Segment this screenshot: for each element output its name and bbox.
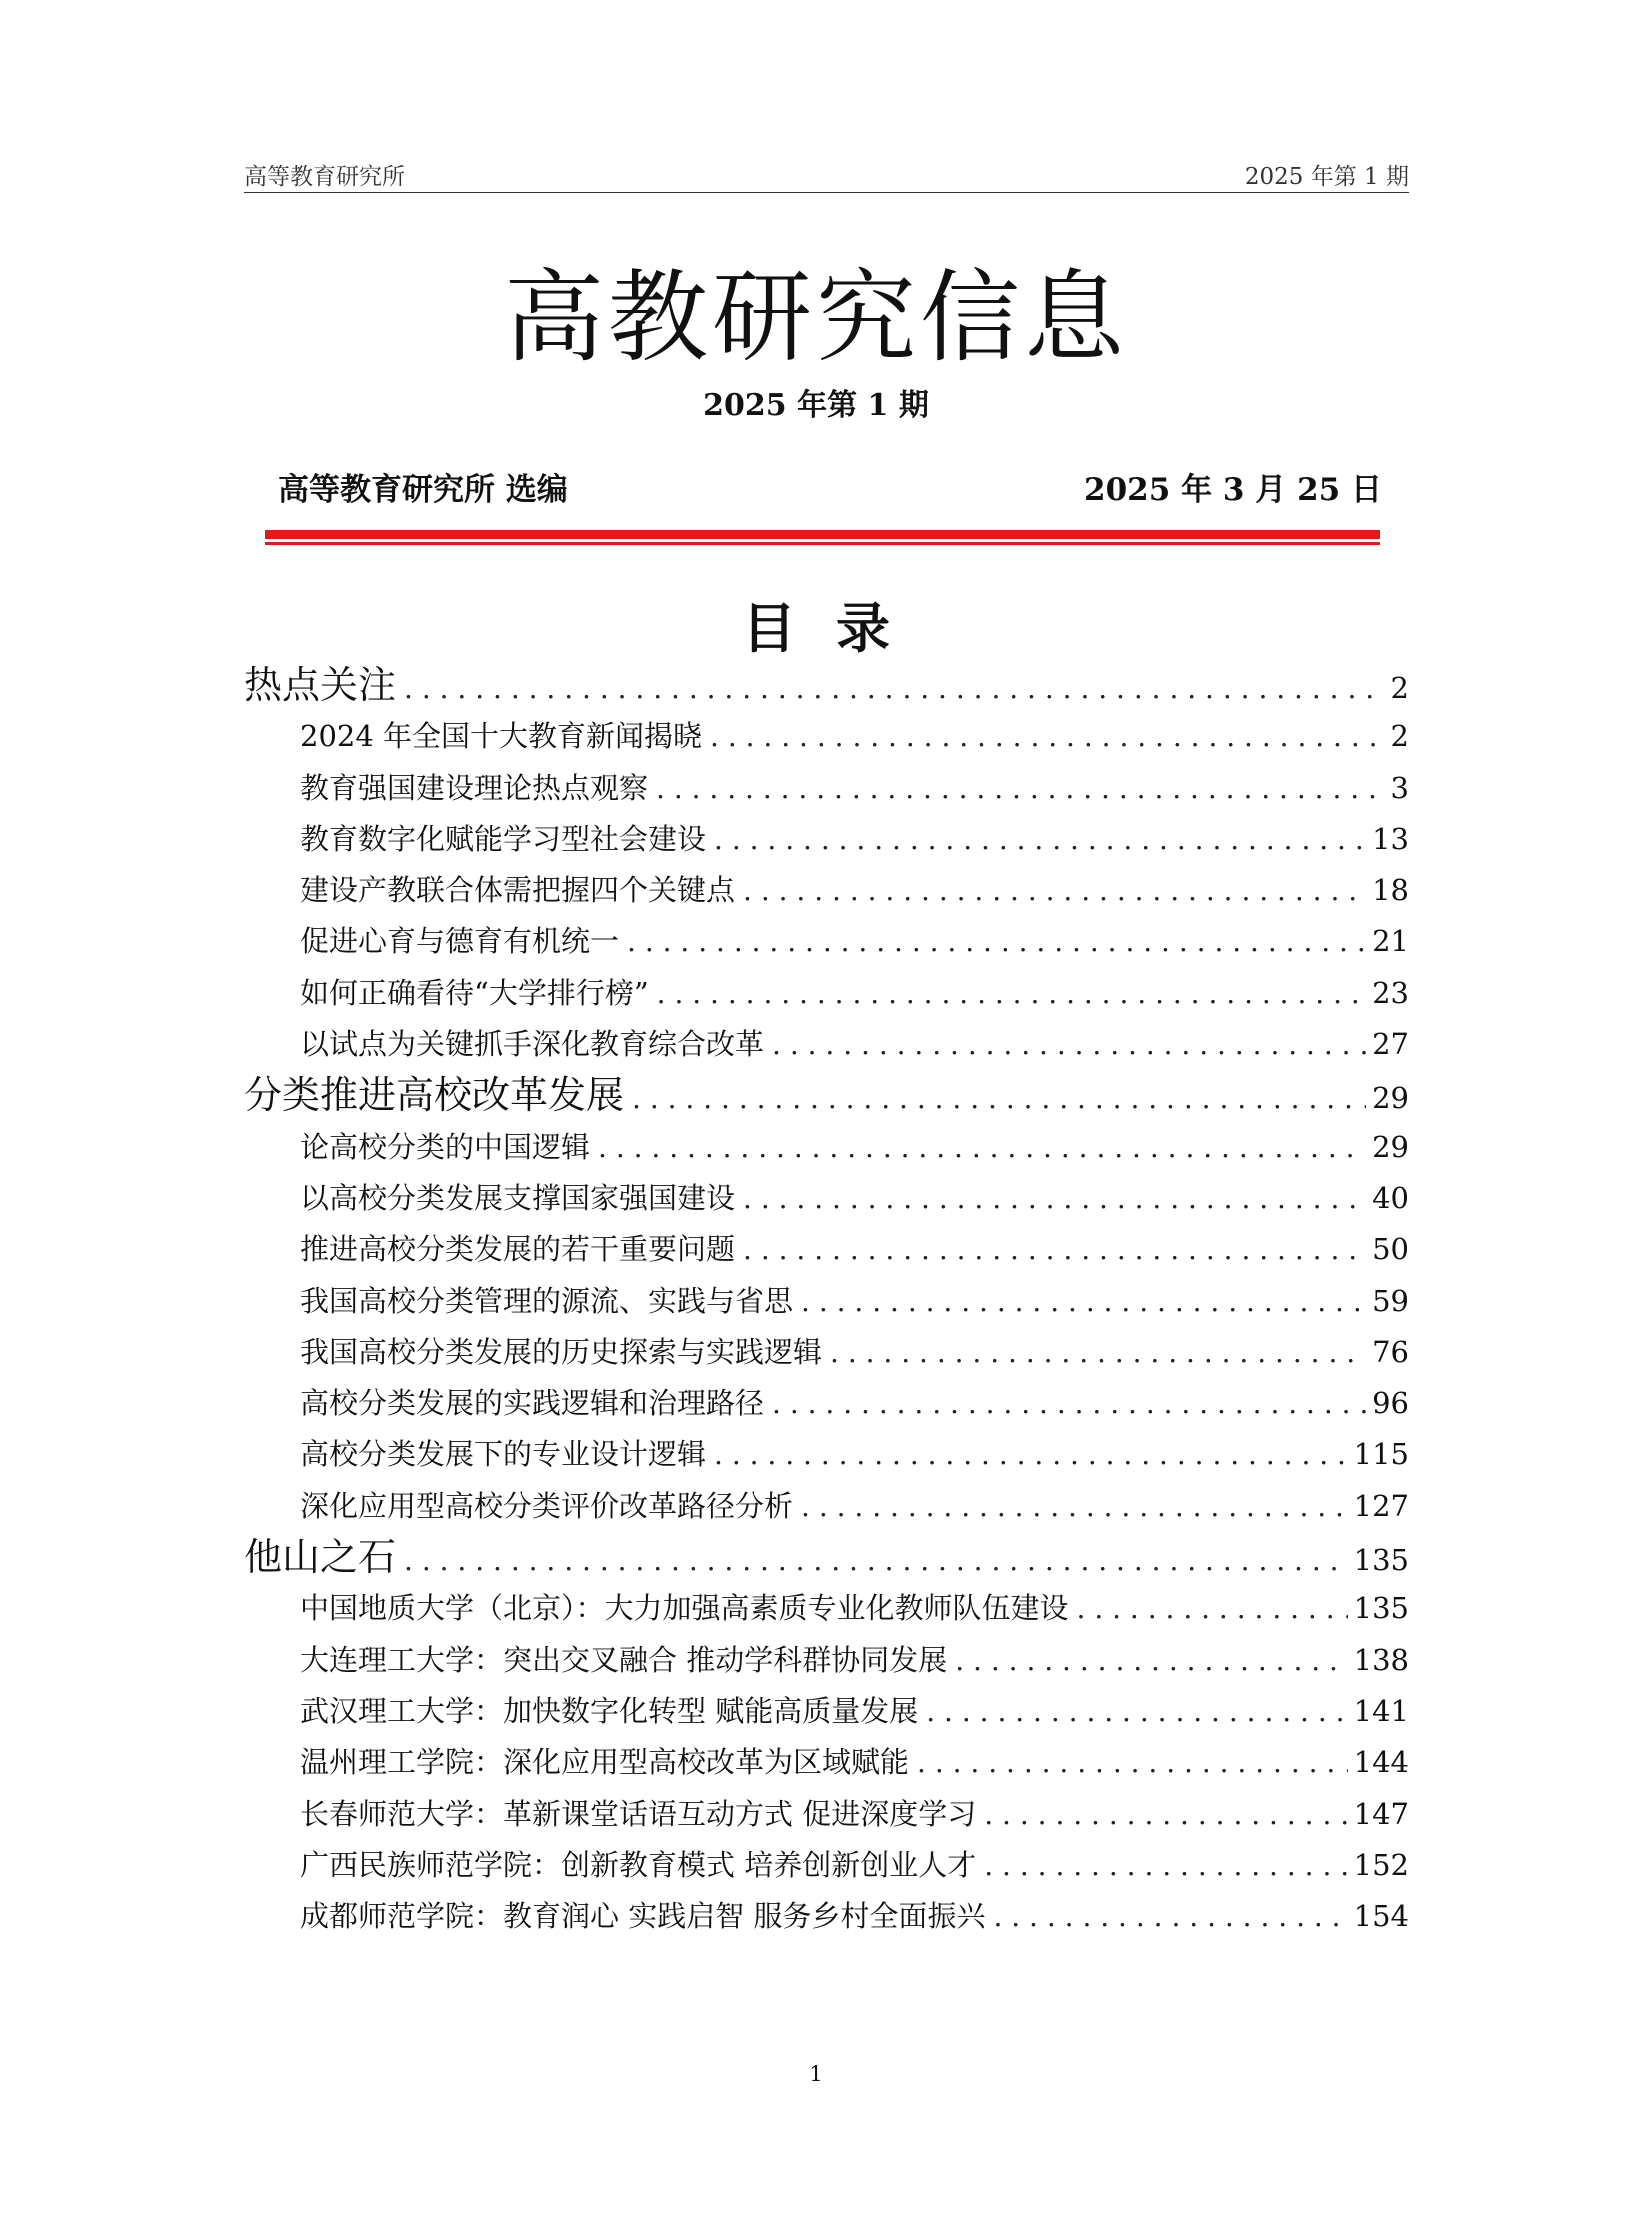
toc-page-number: 29: [1372, 1129, 1409, 1164]
toc-page-number: 29: [1372, 1081, 1409, 1116]
toc-page-number: 2: [1390, 671, 1409, 705]
toc-entry[interactable]: [244, 865, 1409, 916]
table-of-contents: [244, 660, 1409, 1942]
toc-entry-title: 温州理工学院：深化应用型高校改革为区域赋能: [300, 1745, 910, 1780]
toc-entry-title: 深化应用型高校分类评价改革路径分析: [300, 1488, 794, 1523]
toc-leader-dots: [632, 1073, 1366, 1121]
toc-leader-dots: [714, 1429, 1348, 1480]
toc-page-number: 115: [1353, 1437, 1409, 1472]
page-number: 1: [809, 2062, 823, 2086]
running-header: [244, 156, 1409, 193]
toc-leader-dots: [926, 1686, 1347, 1737]
toc-leader-dots: [801, 1276, 1366, 1327]
toc-entry-title: 大连理工大学：突出交叉融合 推动学科群协同发展: [300, 1642, 948, 1677]
toc-page-number: 2: [1390, 719, 1409, 754]
toc-leader-dots: [993, 1891, 1347, 1942]
toc-entry-title: 广西民族师范学院：创新教育模式 培养创新创业人才: [300, 1847, 977, 1882]
toc-entry[interactable]: [244, 1122, 1409, 1173]
toc-entry[interactable]: [244, 1789, 1409, 1840]
toc-entry-title: 教育强国建设理论热点观察: [300, 770, 649, 805]
toc-leader-dots: [743, 1224, 1366, 1275]
toc-entry[interactable]: [244, 1173, 1409, 1224]
toc-leader-dots: [743, 865, 1366, 916]
toc-entry[interactable]: [244, 1891, 1409, 1942]
toc-entry[interactable]: [244, 1737, 1409, 1788]
toc-leader-dots: [772, 1378, 1366, 1429]
running-header-issue: 2025 年第 1 期: [1244, 164, 1409, 190]
toc-entry-title: 以试点为关键抓手深化教育综合改革: [300, 1027, 765, 1062]
toc-entry[interactable]: [244, 1686, 1409, 1737]
toc-leader-dots: [772, 1019, 1366, 1070]
toc-entry-title: 如何正确看待“大学排行榜”: [300, 975, 649, 1010]
toc-page-number: 21: [1372, 924, 1409, 959]
toc-entry[interactable]: [244, 1327, 1409, 1378]
toc-page-number: 138: [1353, 1642, 1409, 1677]
toc-page-number: 96: [1372, 1386, 1409, 1421]
publication-date: 2025 年 3 月 25 日: [1084, 472, 1382, 508]
toc-page-number: 141: [1353, 1693, 1409, 1728]
publication-title: 高教研究信息: [504, 259, 1128, 376]
toc-entry-title: 武汉理工大学：加快数字化转型 赋能高质量发展: [300, 1693, 919, 1728]
toc-entry[interactable]: [244, 1635, 1409, 1686]
toc-page-number: 135: [1353, 1543, 1409, 1578]
toc-entry[interactable]: [244, 814, 1409, 865]
toc-entry-title: 分类推进高校改革发展: [244, 1073, 625, 1118]
toc-entry-title: 教育数字化赋能学习型社会建设: [300, 821, 707, 856]
toc-page-number: 50: [1372, 1232, 1409, 1267]
toc-page-number: 147: [1353, 1796, 1409, 1831]
toc-entry-title: 长春师范大学：革新课堂话语互动方式 促进深度学习: [300, 1796, 977, 1831]
toc-entry-title: 论高校分类的中国逻辑: [300, 1129, 591, 1164]
toc-page-number: 154: [1353, 1899, 1409, 1934]
toc-entry[interactable]: [244, 1378, 1409, 1429]
toc-title: 目录: [742, 596, 930, 660]
toc-entry-title: 推进高校分类发展的若干重要问题: [300, 1232, 736, 1267]
toc-leader-dots: [801, 1481, 1348, 1532]
toc-entry-title: 以高校分类发展支撑国家强国建设: [300, 1180, 736, 1215]
toc-entry[interactable]: [244, 763, 1409, 814]
compiler-line: 高等教育研究所 选编: [278, 472, 568, 508]
toc-leader-dots: [598, 1122, 1366, 1173]
toc-entry-title: 中国地质大学（北京）：大力加强高素质专业化教师队伍建设: [300, 1591, 1069, 1626]
toc-page-number: 23: [1372, 975, 1409, 1010]
toc-leader-dots: [743, 1173, 1366, 1224]
toc-page-number: 127: [1353, 1488, 1409, 1523]
toc-entry[interactable]: [244, 1224, 1409, 1275]
toc-page-number: 144: [1353, 1745, 1409, 1780]
toc-leader-dots: [917, 1737, 1348, 1788]
toc-entry-title: 他山之石: [244, 1535, 397, 1580]
running-header-institute: 高等教育研究所: [244, 164, 405, 190]
toc-leader-dots: [656, 763, 1385, 814]
toc-page-number: 13: [1372, 821, 1409, 856]
toc-leader-dots: [714, 814, 1366, 865]
toc-entry-title: 我国高校分类发展的历史探索与实践逻辑: [300, 1334, 823, 1369]
toc-leader-dots: [1077, 1583, 1348, 1634]
toc-entry-title: 2024 年全国十大教育新闻揭晓: [300, 719, 703, 754]
red-divider: [265, 530, 1380, 545]
toc-page-number: 59: [1372, 1283, 1409, 1318]
toc-entry-title: 我国高校分类管理的源流、实践与省思: [300, 1283, 794, 1318]
toc-section[interactable]: [244, 660, 1409, 711]
toc-entry-title: 促进心育与德育有机统一: [300, 924, 620, 959]
toc-leader-dots: [404, 1535, 1348, 1583]
toc-section[interactable]: [244, 1070, 1409, 1121]
toc-entry-title: 成都师范学院：教育润心 实践启智 服务乡村全面振兴: [300, 1899, 986, 1934]
toc-leader-dots: [830, 1327, 1366, 1378]
toc-entry-title: 建设产教联合体需把握四个关键点: [300, 873, 736, 908]
toc-section[interactable]: [244, 1532, 1409, 1583]
toc-entry[interactable]: [244, 916, 1409, 967]
toc-entry[interactable]: [244, 1276, 1409, 1327]
toc-page-number: 18: [1372, 873, 1409, 908]
toc-leader-dots: [955, 1635, 1347, 1686]
toc-leader-dots: [404, 663, 1385, 711]
toc-leader-dots: [984, 1840, 1347, 1891]
toc-page-number: 27: [1372, 1027, 1409, 1062]
toc-page-number: 76: [1372, 1334, 1409, 1369]
toc-leader-dots: [710, 711, 1385, 762]
toc-leader-dots: [627, 916, 1366, 967]
toc-page-number: 3: [1390, 770, 1409, 805]
toc-entry-title: 热点关注: [244, 663, 397, 707]
toc-entry-title: 高校分类发展的实践逻辑和治理路径: [300, 1386, 765, 1421]
toc-leader-dots: [984, 1789, 1347, 1840]
toc-page-number: 152: [1353, 1847, 1409, 1882]
toc-entry[interactable]: [244, 711, 1409, 762]
toc-entry[interactable]: [244, 1481, 1409, 1532]
toc-entry-title: 高校分类发展下的专业设计逻辑: [300, 1437, 707, 1472]
issue-number: 2025 年第 1 期: [703, 388, 929, 423]
toc-entry[interactable]: [244, 1429, 1409, 1480]
toc-page-number: 135: [1353, 1591, 1409, 1626]
toc-entry[interactable]: [244, 1840, 1409, 1891]
toc-entry[interactable]: [244, 1019, 1409, 1070]
toc-page-number: 40: [1372, 1180, 1409, 1215]
toc-leader-dots: [657, 968, 1366, 1019]
toc-entry[interactable]: [244, 968, 1409, 1019]
toc-entry[interactable]: [244, 1583, 1409, 1634]
